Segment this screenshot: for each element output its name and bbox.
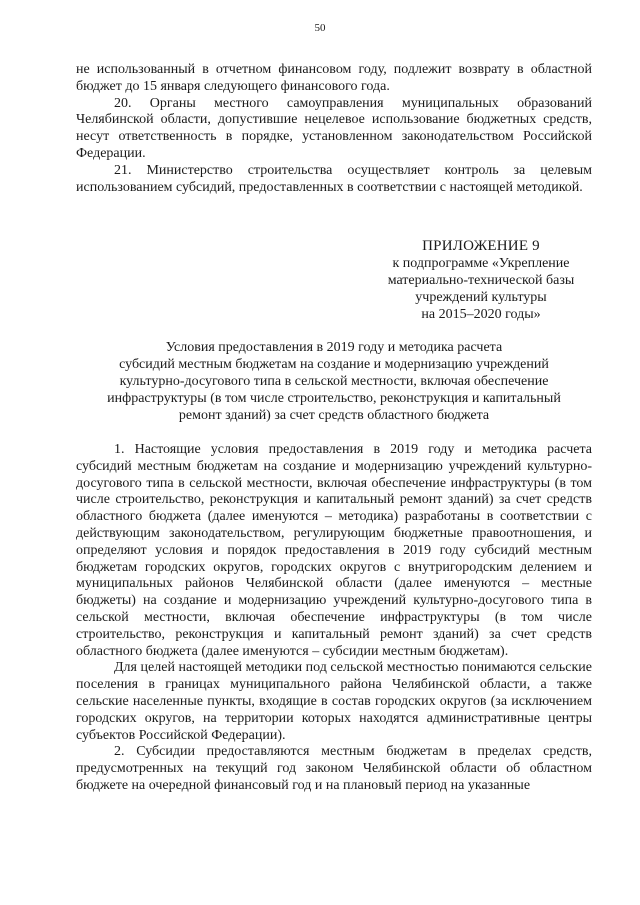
appendix-line: материально-технической базы <box>387 273 575 288</box>
appendix-line: учреждений культуры <box>415 290 547 305</box>
title-line: Условия предоставления в 2019 году и методика расчета <box>165 340 503 355</box>
title-line: ремонт зданий) за счет средств областного бюджета <box>178 408 490 423</box>
appendix-header <box>370 238 592 323</box>
appendix-heading: ПРИЛОЖЕНИЕ 9 <box>422 238 540 254</box>
appendix-line: на 2015–2020 годы» <box>421 307 541 322</box>
top-section <box>76 62 592 196</box>
paragraph-1: 1. Настоящие условия предоставления в 2019 году и методика расчета субсидий местным бюджетам на создание и модернизацию учреждений культурно-досугового типа в сельской местности, включая обеспечение инфраструктуры (в том числе строительство, реконструкция и капитальный ремонт зданий) за счет средств областного бюджета (далее именуются – методика) разработаны в соответствии с действующим законодательством, регулирующим бюджетные правоотношения, и определяют условия и порядок предоставления в 2019 году субсидий местным бюджетам городских округов, городских округов с внутригородским делением и муниципальных районов Челябинской области (далее именуются – местные бюджеты) на создание и модернизацию учреждений культурно-досугового типа в сельской местности, включая обеспечение инфраструктуры (в том числе строительство, реконструкция и капитальный ремонт зданий) за счет средств областного бюджета (далее именуются – субсидии местным бюджетам). <box>76 442 592 659</box>
title-line: культурно-досугового типа в сельской местности, включая обеспечение <box>119 374 549 389</box>
appendix-line: к подпрограмме «Укрепление <box>392 256 570 271</box>
page-number: 50 <box>314 22 326 34</box>
paragraph-21: 21. Министерство строительства осуществляет контроль за целевым использованием субсидий, предоставленных в соответствии с настоящей методикой. <box>76 162 592 195</box>
paragraph-20: 20. Органы местного самоуправления муниципальных образований Челябинской области, допустившие нецелевое использование бюджетных средств, несут ответственность в порядке, установленном законодательством Российской Федерации. <box>76 95 592 161</box>
title-line: инфраструктуры (в том числе строительство, реконструкция и капитальный <box>107 391 561 406</box>
paragraph-2: 2. Субсидии предоставляются местным бюджетам в пределах средств, предусмотренных на текущий год законом Челябинской области об областном бюджете на очередной финансовый год и на плановый период на указанные <box>76 744 592 793</box>
title-line: субсидий местным бюджетам на создание и модернизацию учреждений <box>119 357 549 372</box>
paragraph-rural-definition: Для целей настоящей методики под сельской местностью понимаются сельские поселения в границах муниципального района Челябинской области, а также сельские населенные пункты, входящие в состав городских округов (за исключением городских округов, на территории которых находятся административные центры субъектов Российской Федерации). <box>76 660 592 743</box>
paragraph-continuation: не использованный в отчетном финансовом году, подлежит возврату в областной бюджет до 15 января следующего финансового года. <box>76 62 592 94</box>
body-section <box>76 442 592 795</box>
document-title <box>76 339 592 424</box>
